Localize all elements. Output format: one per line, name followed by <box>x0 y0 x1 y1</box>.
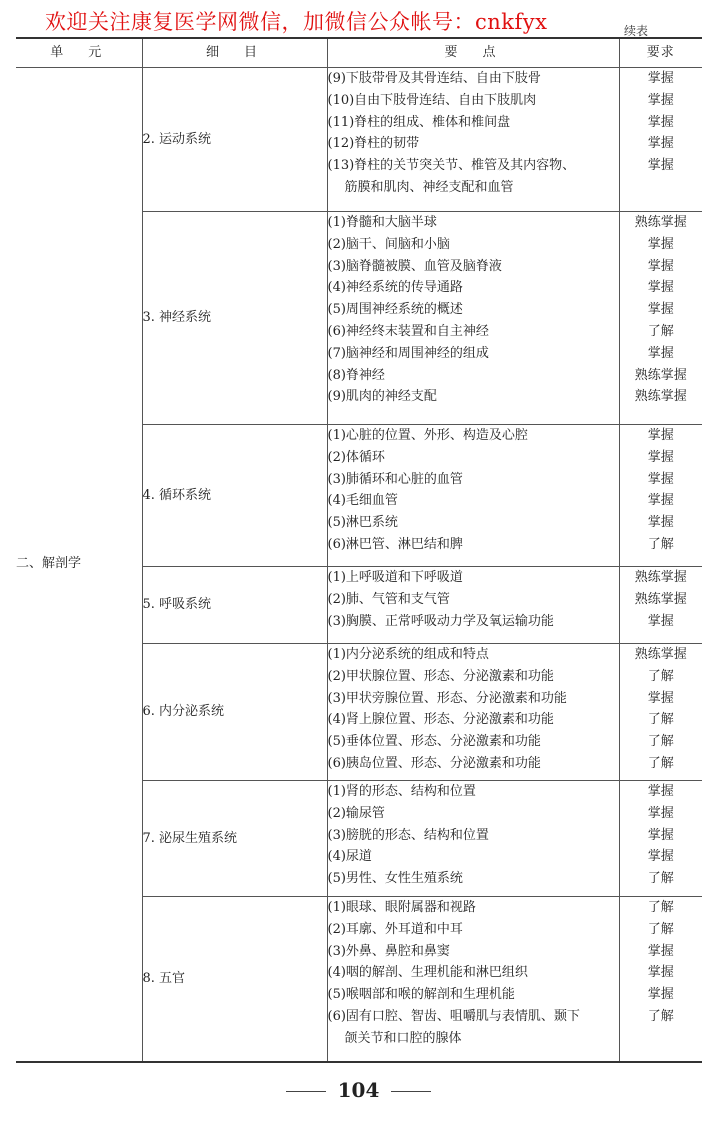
points-cell <box>327 425 619 567</box>
unit-cell: 二、解剖学 <box>16 68 142 1062</box>
requirement-value: 掌握 <box>647 987 674 1003</box>
requirement-value: 熟练掌握 <box>634 215 687 230</box>
requirements-cell <box>619 567 702 644</box>
requirement-value: 熟练掌握 <box>634 570 687 585</box>
point-line: (2)肺、气管和支气管 <box>327 591 450 607</box>
section-row <box>16 68 702 212</box>
requirement-value: 掌握 <box>647 965 674 981</box>
requirement-value: 掌握 <box>647 784 674 799</box>
section-title: 2. 运动系统 <box>142 68 327 212</box>
point-line: (5)周围神经系统的概述 <box>327 302 463 318</box>
points-cell <box>327 567 619 644</box>
requirement-value: 了解 <box>647 1008 674 1024</box>
point-line: (2)输尿管 <box>327 805 385 821</box>
point-line: (8)脊神经 <box>327 367 385 383</box>
point-line: (2)耳廓、外耳道和中耳 <box>327 921 463 937</box>
point-line: (12)脊柱的韧带 <box>327 136 420 152</box>
point-line: (3)膀胱的形态、结构和位置 <box>327 827 489 843</box>
point-line: (4)毛细血管 <box>327 493 398 509</box>
requirements-cell <box>619 212 702 425</box>
requirement-value: 掌握 <box>647 471 674 487</box>
requirement-spacer <box>620 177 703 199</box>
point-line: (2)体循环 <box>327 449 385 465</box>
requirement-value: 掌握 <box>647 613 674 629</box>
footer-rule-right <box>391 1091 431 1092</box>
section-title: 8. 五官 <box>142 897 327 1062</box>
requirement-value: 了解 <box>647 734 674 750</box>
requirement-spacer <box>620 1028 703 1050</box>
requirement-value: 熟练掌握 <box>634 647 687 662</box>
requirement-value: 了解 <box>647 536 674 552</box>
requirement-value: 了解 <box>647 712 674 728</box>
requirement-value: 了解 <box>647 323 674 339</box>
point-line: (1)内分泌系统的组成和特点 <box>327 647 489 662</box>
point-line: (5)淋巴系统 <box>327 515 398 531</box>
points-cell <box>327 644 619 781</box>
requirement-value: 掌握 <box>647 236 674 252</box>
continued-label: 续表 <box>624 24 649 38</box>
point-line: (5)垂体位置、形态、分泌激素和功能 <box>327 734 541 750</box>
page-number: 104 <box>337 1078 380 1102</box>
requirement-value: 掌握 <box>647 92 674 108</box>
requirement-value: 掌握 <box>647 493 674 509</box>
requirement-value: 了解 <box>647 871 674 887</box>
requirement-value: 掌握 <box>647 690 674 706</box>
point-line: (3)外鼻、鼻腔和鼻窦 <box>327 943 450 959</box>
table-header-row <box>16 38 702 68</box>
requirements-cell <box>619 644 702 781</box>
requirement-value: 掌握 <box>647 258 674 274</box>
point-line: 筋膜和肌肉、神经支配和血管 <box>344 179 514 195</box>
point-line: (4)肾上腺位置、形态、分泌激素和功能 <box>327 712 554 728</box>
requirement-value: 掌握 <box>647 136 674 152</box>
points-cell <box>327 897 619 1062</box>
footer-rule-left <box>286 1091 326 1092</box>
point-line: (7)脑神经和周围神经的组成 <box>327 345 489 361</box>
requirement-value: 掌握 <box>647 302 674 318</box>
point-line: (4)尿道 <box>327 849 372 865</box>
point-line: (3)胸膜、正常呼吸动力学及氧运输功能 <box>327 613 554 629</box>
point-line: (1)眼球、眼附属器和视路 <box>327 900 476 915</box>
point-line: (4)咽的解剖、生理机能和淋巴组织 <box>327 965 528 981</box>
requirements-cell <box>619 781 702 897</box>
point-line: 颌关节和口腔的腺体 <box>344 1030 462 1046</box>
point-line: (1)上呼吸道和下呼吸道 <box>327 570 463 585</box>
requirement-value: 了解 <box>647 755 674 771</box>
requirement-value: 熟练掌握 <box>634 389 687 405</box>
points-cell <box>327 212 619 425</box>
point-line: (3)脑脊髓被膜、血管及脑脊液 <box>327 258 502 274</box>
requirement-value: 掌握 <box>647 345 674 361</box>
point-line: (5)喉咽部和喉的解剖和生理机能 <box>327 987 515 1003</box>
requirement-value: 了解 <box>647 668 674 684</box>
requirement-value: 掌握 <box>647 827 674 843</box>
point-line: (6)胰岛位置、形态、分泌激素和功能 <box>327 755 541 771</box>
requirements-cell <box>619 425 702 567</box>
point-line: (1)脊髓和大脑半球 <box>327 215 437 230</box>
point-line: (13)脊柱的关节突关节、椎管及其内容物、 <box>327 158 576 174</box>
points-cell <box>327 68 619 212</box>
header-points: 要 点 <box>327 38 619 68</box>
point-line: (6)淋巴管、淋巴结和脾 <box>327 536 463 552</box>
requirement-value: 掌握 <box>647 943 674 959</box>
requirement-value: 熟练掌握 <box>634 591 687 607</box>
point-line: (5)男性、女性生殖系统 <box>327 871 463 887</box>
table-body <box>16 68 702 1062</box>
requirement-value: 了解 <box>647 900 674 915</box>
header-section: 细 目 <box>142 38 327 68</box>
point-line: (4)神经系统的传导通路 <box>327 280 463 296</box>
section-title: 4. 循环系统 <box>142 425 327 567</box>
requirement-value: 掌握 <box>647 849 674 865</box>
section-title: 5. 呼吸系统 <box>142 567 327 644</box>
point-line: (1)肾的形态、结构和位置 <box>327 784 476 799</box>
requirement-value: 掌握 <box>647 449 674 465</box>
requirements-cell <box>619 68 702 212</box>
requirement-value: 掌握 <box>647 114 674 130</box>
header-requirement: 要求 <box>619 38 702 68</box>
requirement-value: 掌握 <box>647 805 674 821</box>
point-line: (10)自由下肢骨连结、自由下肢肌肉 <box>327 92 537 108</box>
point-line: (2)脑干、间脑和小脑 <box>327 236 450 252</box>
requirement-value: 掌握 <box>647 515 674 531</box>
requirements-cell <box>619 897 702 1062</box>
points-cell <box>327 781 619 897</box>
point-line: (9)肌肉的神经支配 <box>327 389 437 405</box>
point-line: (11)脊柱的组成、椎体和椎间盘 <box>327 114 511 130</box>
requirement-value: 掌握 <box>647 428 674 443</box>
point-line: (6)神经终末装置和自主神经 <box>327 323 489 339</box>
header-unit: 单 元 <box>16 38 142 68</box>
point-line: (2)甲状腺位置、形态、分泌激素和功能 <box>327 668 554 684</box>
point-line: (3)甲状旁腺位置、形态、分泌激素和功能 <box>327 690 567 706</box>
point-line: (1)心脏的位置、外形、构造及心腔 <box>327 428 528 443</box>
section-title: 3. 神经系统 <box>142 212 327 425</box>
point-line: (6)固有口腔、智齿、咀嚼肌与表情肌、颞下 <box>327 1008 580 1024</box>
syllabus-table <box>16 37 702 1063</box>
point-line: (3)肺循环和心脏的血管 <box>327 471 463 487</box>
section-title: 6. 内分泌系统 <box>142 644 327 781</box>
page-footer <box>0 1078 717 1102</box>
point-line: (9)下肢带骨及其骨连结、自由下肢骨 <box>327 71 541 86</box>
requirement-value: 掌握 <box>647 158 674 174</box>
watermark-banner: 欢迎关注康复医学网微信，加微信公众帐号：cnkfyx <box>45 10 548 34</box>
requirement-value: 掌握 <box>647 280 674 296</box>
requirement-value: 了解 <box>647 921 674 937</box>
requirement-value: 熟练掌握 <box>634 367 687 383</box>
requirement-value: 掌握 <box>647 71 674 86</box>
section-title: 7. 泌尿生殖系统 <box>142 781 327 897</box>
